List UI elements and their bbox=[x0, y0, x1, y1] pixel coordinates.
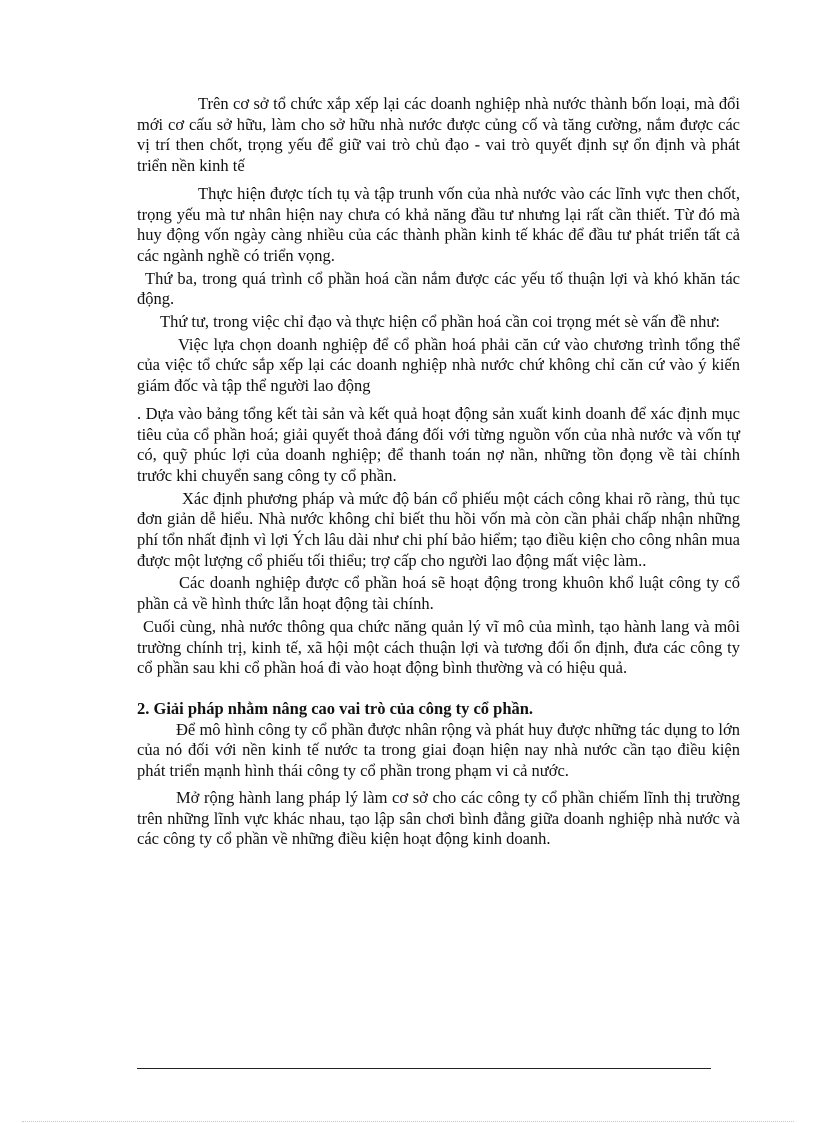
paragraph-macro-management: Cuối cùng, nhà nước thông qua chức năng quản lý vĩ mô của mình, tạo hành lang và môi trường chính trị, kinh tế, xã hội một cách thuận lợi và tương đối ổn định, đưa các công ty cổ phần sau khi cổ phần hoá đi vào hoạt động bình thường và có hiệu quả. bbox=[137, 616, 740, 678]
paragraph-fourth-point: Thứ tư, trong việc chỉ đạo và thực hiện cổ phần hoá cần coi trọng mét sè vấn đề như: bbox=[160, 312, 720, 332]
section-heading: 2. Giải pháp nhằm nâng cao vai trò của công ty cổ phần. bbox=[137, 698, 534, 718]
paragraph-third-point: Thứ ba, trong quá trình cổ phần hoá cần nắm được các yếu tố thuận lợi và khó khăn tác động. bbox=[137, 268, 740, 309]
paragraph-asset-review: . Dựa vào bảng tổng kết tài sản và kết quả hoạt động sản xuất kinh doanh để xác định mục tiêu của cổ phần hoá; giải quyết thoả đáng đối với từng nguồn vốn của nhà nước và vốn tự có, quỹ phúc lợi của doanh nghiệp; để thanh toán nợ nần, những tồn đọng về tài chính trước khi chuyển sang công ty cổ phần. bbox=[137, 403, 740, 485]
footer-divider bbox=[137, 1068, 711, 1069]
paragraph-legal-corridor: Mở rộng hành lang pháp lý làm cơ sở cho các công ty cổ phần chiếm lĩnh thị trường trên những lĩnh vực khác nhau, tạo lập sân chơi bình đẳng giữa doanh nghiệp nhà nước và các công ty cổ phần về những điều kiện hoạt động kinh doanh. bbox=[137, 787, 740, 849]
page-bottom-border bbox=[22, 1121, 794, 1122]
paragraph-legal-framework: Các doanh nghiệp được cổ phần hoá sẽ hoạt động trong khuôn khổ luật công ty cổ phần cả về hình thức lẫn hoạt động tài chính. bbox=[137, 573, 740, 614]
document-body bbox=[137, 94, 740, 850]
paragraph-selection-criteria: Việc lựa chọn doanh nghiệp để cổ phần hoá phải căn cứ vào chương trình tổng thể của việc tổ chức sắp xếp lại các doanh nghiệp nhà nước chứ không chỉ căn cứ vào ý kiến giám đốc và tập thể người lao động bbox=[137, 334, 740, 396]
paragraph-restructuring: Trên cơ sở tổ chức xắp xếp lại các doanh nghiệp nhà nước thành bốn loại, mà đổi mới cơ cấu sở hữu, làm cho sở hữu nhà nước được củng cố và tăng cường, nắm được các vị trí then chốt, trọng yếu để giữ vai trò chủ đạo - vai trò quyết định sự ổn định và phát triển nền kinh tế bbox=[137, 94, 740, 176]
paragraph-expansion: Để mô hình công ty cổ phần được nhân rộng và phát huy được những tác dụng to lớn của nó đối với nền kinh tế nước ta trong giai đoạn hiện nay nhà nước cần tạo điều kiện phát triển mạnh hình thái công ty cổ phần trong phạm vi cả nước. bbox=[137, 719, 740, 781]
paragraph-capital-concentration: Thực hiện được tích tụ và tập trunh vốn của nhà nước vào các lĩnh vực then chốt, trọng yếu mà tư nhân hiện nay chưa có khả năng đầu tư nhưng lại rất cần thiết. Từ đó mà huy động vốn ngày càng nhiều của các thành phần kinh tế khác để đầu tư phát triển tất cả các ngành nghề có triển vọng. bbox=[137, 183, 740, 265]
paragraph-share-sale-method: Xác định phương pháp và mức độ bán cổ phiếu một cách công khai rõ ràng, thủ tục đơn giản dễ hiểu. Nhà nước không chỉ biết thu hồi vốn mà còn cần phải chấp nhận những phí tổn nhất định vì lợi Ých lâu dài như chi phí bảo hiểm; tạo điều kiện cho công nhân mua được một lượng cổ phiếu tối thiểu; trợ cấp cho người lao động mất việc làm.. bbox=[137, 488, 740, 570]
